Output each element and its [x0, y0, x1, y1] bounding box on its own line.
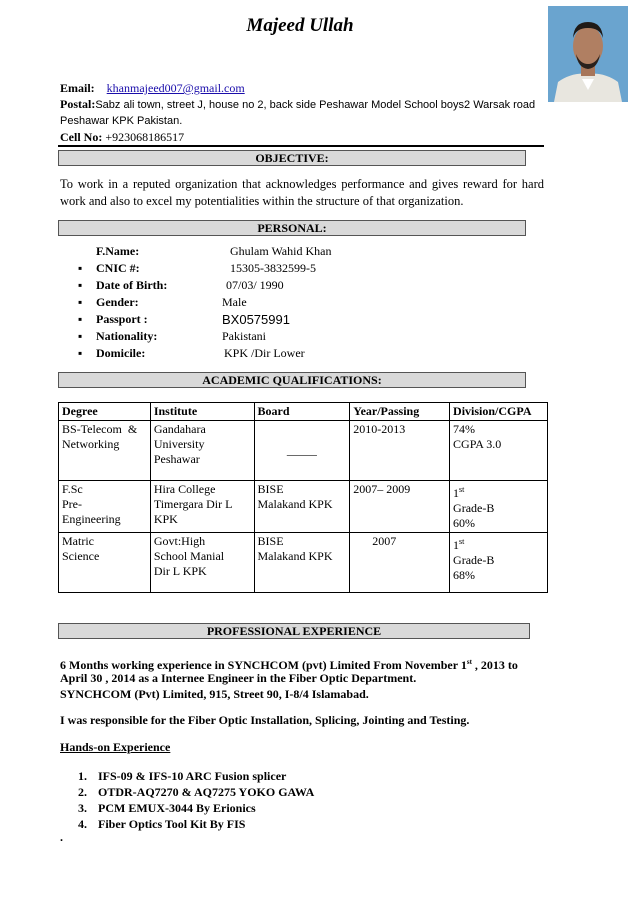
- bullet-icon: ▪: [78, 346, 83, 360]
- table-row: [59, 533, 548, 593]
- personal-heading: PERSONAL:: [58, 220, 526, 236]
- bullet-icon: ▪: [78, 312, 83, 326]
- academic-table: [58, 402, 548, 593]
- personal-details: [78, 243, 498, 362]
- dob-value: 07/03/ 1990: [226, 278, 284, 292]
- postal-address-2: Peshawar KPK Pakistan.: [60, 115, 183, 127]
- division-cell: 1st Grade-B 60%: [450, 481, 548, 533]
- cell-number: +923068186517: [105, 130, 185, 144]
- degree-cell: F.Sc Pre- Engineering: [59, 481, 151, 533]
- cell-label: Cell No:: [60, 130, 103, 144]
- col-header: Year/Passing: [350, 403, 450, 421]
- experience-heading: PROFESSIONAL EXPERIENCE: [58, 623, 530, 639]
- passport-label: Passport :: [96, 312, 148, 326]
- domicile-value: KPK /Dir Lower: [224, 346, 305, 360]
- institute-cell: Gandahara University Peshawar: [150, 421, 254, 481]
- gender-value: Male: [222, 295, 247, 309]
- candidate-name: Majeed Ullah: [246, 15, 354, 36]
- header-divider: [58, 145, 544, 147]
- email-line: [60, 80, 545, 96]
- bullet-icon: ▪: [78, 329, 83, 343]
- col-header: Degree: [59, 403, 151, 421]
- email-link[interactable]: khanmajeed007@gmail.com: [106, 81, 245, 95]
- experience-line-1: 6 Months working experience in SYNCHCOM (pvt) Limited From November 1st , 2013 to: [60, 658, 518, 672]
- dob-row: [78, 277, 498, 294]
- nationality-label: Nationality:: [96, 329, 158, 343]
- trailing-dot: .: [60, 830, 63, 844]
- nationality-value: Pakistani: [222, 329, 266, 343]
- year-cell: 2010-2013: [350, 421, 450, 481]
- year-cell: 2007: [350, 533, 450, 593]
- profile-photo: [548, 6, 628, 102]
- experience-line-3: SYNCHCOM (Pvt) Limited, 915, Street 90, I-8/4 Islamabad.: [60, 687, 369, 701]
- list-item: 3. PCM EMUX-3044 By Erionics: [78, 801, 256, 815]
- list-item: 2. OTDR-AQ7270 & AQ7275 YOKO GAWA: [78, 785, 315, 799]
- nationality-row: [78, 328, 498, 345]
- list-item: 4. Fiber Optics Tool Kit By FIS: [78, 817, 246, 831]
- division-cell: 1st Grade-B 68%: [450, 533, 548, 593]
- institute-cell: Hira College Timergara Dir L KPK: [150, 481, 254, 533]
- board-cell: BISE Malakand KPK: [254, 481, 350, 533]
- bullet-icon: ▪: [78, 261, 83, 275]
- board-cell: BISE Malakand KPK: [254, 533, 350, 593]
- fname-value: Ghulam Wahid Khan: [230, 244, 332, 258]
- responsibility-line: I was responsible for the Fiber Optic Installation, Splicing, Jointing and Testing.: [60, 713, 470, 727]
- year-cell: 2007– 2009: [350, 481, 450, 533]
- cnic-row: [78, 260, 498, 277]
- board-cell: _____: [254, 421, 350, 481]
- objective-text: To work in a reputed organization that acknowledges performance and gives reward for hard work and also to excel my potentialities within the structure of that organization.: [60, 177, 544, 208]
- degree-cell: BS-Telecom & Networking: [59, 421, 151, 481]
- table-row: [59, 421, 548, 481]
- experience-line-2: April 30 , 2014 as a Internee Engineer in the Fiber Optic Department.: [60, 671, 417, 685]
- table-header-row: [59, 403, 548, 421]
- gender-row: [78, 294, 498, 311]
- dob-label: Date of Birth:: [96, 278, 168, 292]
- gender-label: Gender:: [96, 295, 139, 309]
- domicile-row: [78, 345, 498, 362]
- tools-list: [78, 768, 314, 832]
- col-header: Division/CGPA: [450, 403, 548, 421]
- bullet-icon: ▪: [78, 278, 83, 292]
- email-label: Email:: [60, 81, 95, 95]
- hands-on-heading: Hands-on Experience: [60, 740, 171, 754]
- col-header: Board: [254, 403, 350, 421]
- postal-address-1: Sabz ali town, street J, house no 2, back side Peshawar Model School boys2 Warsak road: [95, 99, 536, 111]
- bullet-icon: ▪: [78, 295, 83, 309]
- domicile-label: Domicile:: [96, 346, 146, 360]
- fname-row: [78, 243, 498, 260]
- contact-block: [60, 80, 545, 145]
- passport-value: BX0575991: [222, 312, 290, 327]
- postal-line: [60, 96, 545, 113]
- table-row: [59, 481, 548, 533]
- passport-row: [78, 311, 498, 328]
- institute-cell: Govt:High School Manial Dir L KPK: [150, 533, 254, 593]
- division-cell: 74% CGPA 3.0: [450, 421, 548, 481]
- objective-heading: OBJECTIVE:: [58, 150, 526, 166]
- postal-label: Postal:: [60, 97, 96, 111]
- academic-heading: ACADEMIC QUALIFICATIONS:: [58, 372, 526, 388]
- cnic-label: CNIC #:: [96, 261, 140, 275]
- degree-cell: Matric Science: [59, 533, 151, 593]
- col-header: Institute: [150, 403, 254, 421]
- cell-line: [60, 129, 545, 145]
- list-item: 1. IFS-09 & IFS-10 ARC Fusion splicer: [78, 769, 287, 783]
- cnic-value: 15305-3832599-5: [230, 261, 316, 275]
- fname-label: F.Name:: [96, 244, 140, 258]
